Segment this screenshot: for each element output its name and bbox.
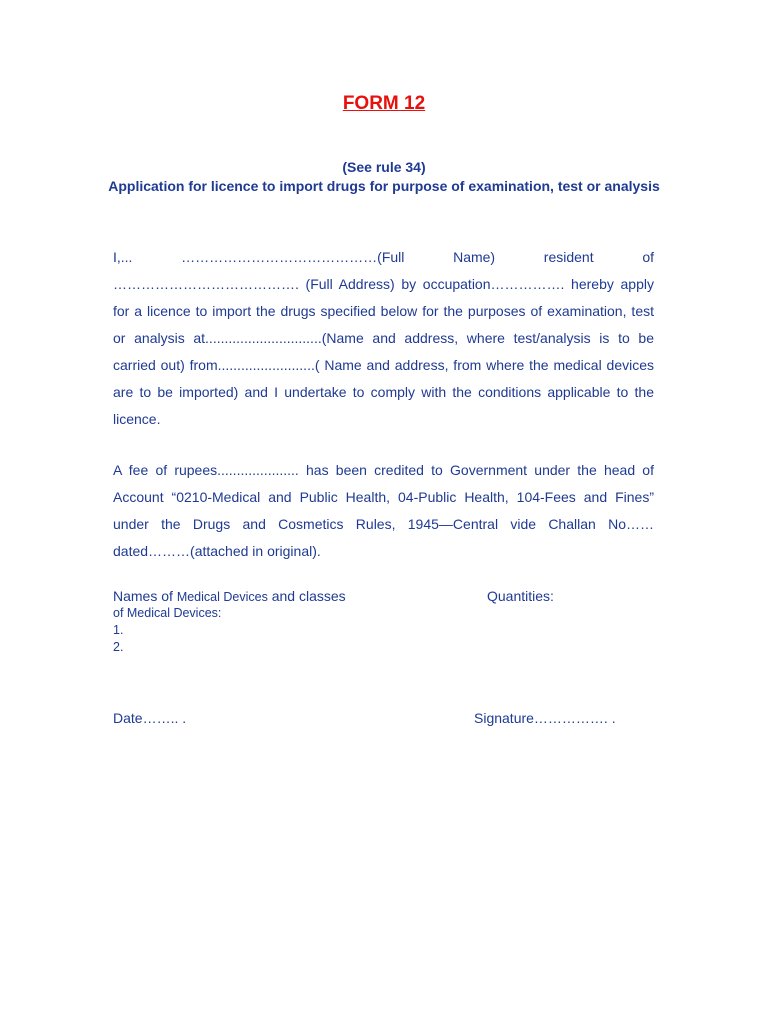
names-label-a: Names of <box>113 588 173 604</box>
names-label-cont: of Medical Devices: <box>113 606 222 620</box>
rule-reference: (See rule 34) <box>342 159 426 175</box>
names-label-c: and classes <box>271 588 346 604</box>
form-description: Application for licence to import drugs for purpose of examination, test or analysis <box>108 177 660 194</box>
names-label-b: Medical Devices <box>176 590 268 604</box>
signature-field: Signature……………. . <box>474 710 616 726</box>
list-item-2: 2. <box>113 640 124 654</box>
form-title <box>0 93 768 115</box>
list-item-1: 1. <box>113 623 124 637</box>
fee-paragraph: A fee of rupees..................... has been credited to Government under the head of Account “0210-Medical and Public Health, 04-Public Health, 104-Fees and Fines” under the Drugs and Cosmetics Rules, 1945—Central vide Challan No……dated………(attached in original). <box>113 462 654 559</box>
application-paragraph: I,... ……………………………………(Full Name) resident of …………………………………. (Full Address) by occupation……………. hereby apply for a licence to import the drugs specified below for the purposes of examination, test or analysis at..............................(Name and address, where test/analysis is to be carried out) from.........................( Name and address, from where the medical devices are to be imported) and I undertake to comply with the conditions applicable to the licence. <box>113 249 654 427</box>
names-label <box>113 588 346 604</box>
date-field: Date…….. . <box>113 710 187 726</box>
quantities-label: Quantities: <box>487 588 554 604</box>
form-heading <box>100 158 668 195</box>
form-title-text: FORM 12 <box>342 93 426 114</box>
